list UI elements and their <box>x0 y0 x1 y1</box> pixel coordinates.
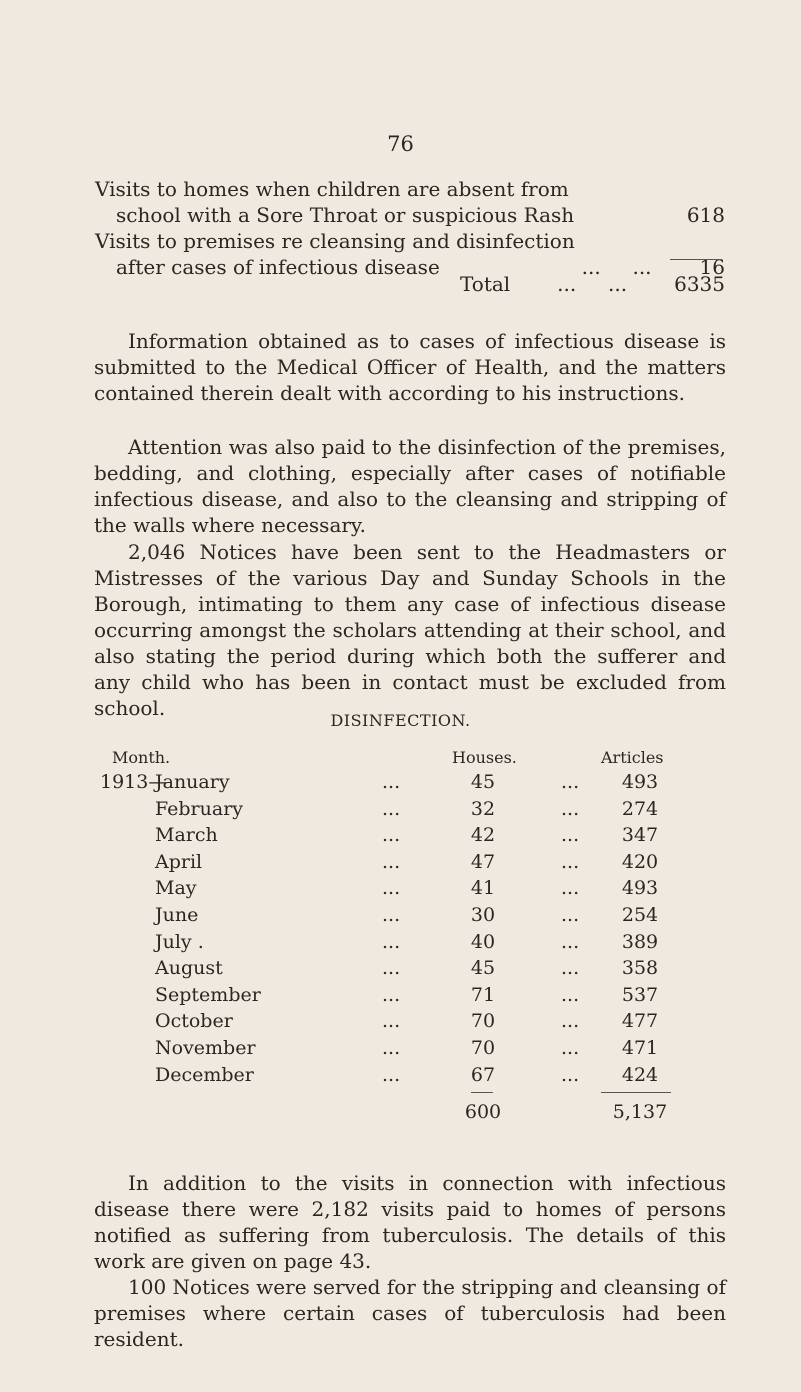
leader-dots: ... <box>382 1010 401 1033</box>
visits-text-3: Visits to premises re cleansing and disinfection <box>95 229 575 253</box>
articles-cell: 389 <box>621 930 659 953</box>
visits-line-3 <box>95 228 725 254</box>
month-cell: March <box>155 824 218 847</box>
visits-line-1 <box>95 176 725 202</box>
houses-cell: 40 <box>470 930 496 953</box>
month-cell: September <box>155 983 261 1006</box>
leader-dots: ... <box>561 771 580 793</box>
leader-dots: ... <box>382 824 401 847</box>
houses-cell: 70 <box>470 1010 496 1033</box>
total-dots: ... ... <box>557 272 628 296</box>
month-cell: July . <box>155 930 204 953</box>
header-month: Month. <box>112 748 171 767</box>
total-label: Total <box>460 272 511 296</box>
table-row <box>0 851 801 877</box>
articles-cell: 493 <box>621 877 659 900</box>
leader-dots: ... <box>382 877 401 900</box>
visits-value-disinfection: 16 <box>699 255 725 279</box>
articles-cell: 493 <box>621 771 659 793</box>
houses-cell: 41 <box>470 877 496 900</box>
header-houses: Houses. <box>452 748 517 767</box>
leader-dots: ... <box>382 797 401 820</box>
visits-value-rash: 618 <box>686 203 725 227</box>
leader-dots: ... <box>561 797 580 820</box>
articles-cell: 477 <box>621 1010 659 1033</box>
visits-block <box>95 176 725 280</box>
articles-cell: 358 <box>621 957 659 980</box>
leader-dots: ... <box>561 824 580 847</box>
visits-text-4: after cases of infectious disease <box>116 255 440 279</box>
articles-cell: 471 <box>621 1037 659 1059</box>
houses-cell: 45 <box>470 957 496 980</box>
leader-dots: ... <box>561 983 580 1006</box>
leader-dots: ... <box>561 1010 580 1033</box>
houses-cell: 42 <box>470 824 496 847</box>
leader-dots: ... <box>382 930 401 953</box>
month-cell: February <box>155 797 244 820</box>
houses-cell: 32 <box>470 797 496 820</box>
table-row <box>0 931 801 957</box>
leader-dots: ... <box>561 957 580 980</box>
leader-dots: ... <box>382 1037 401 1059</box>
table-row <box>0 877 801 903</box>
paragraph-addition: In addition to the visits in connection with infectious disease there were 2,182 visits paid to homes of persons notified as suffering from tuberculosis. The details of this work are given on page 43. <box>94 1171 726 1273</box>
month-cell: November <box>155 1037 256 1059</box>
table-row <box>0 771 801 797</box>
articles-cell: 537 <box>621 983 659 1006</box>
visits-line-2 <box>95 202 725 228</box>
paragraph-stripping: 100 Notices were served for the stripping and cleansing of premises where certain cases of tuberculosis had been resident. <box>94 1275 726 1351</box>
month-cell: August <box>155 957 223 980</box>
articles-cell: 254 <box>621 904 659 926</box>
table-row <box>0 957 801 983</box>
total-rule <box>670 259 722 260</box>
paragraph-information: Information obtained as to cases of infectious disease is submitted to the Medical Officer of Health, and the matters contained therein dealt with according to his instructions. <box>94 329 726 405</box>
table-row <box>0 984 801 1010</box>
articles-cell: 347 <box>621 824 659 847</box>
houses-cell: 30 <box>470 904 496 926</box>
leader-dots: ... <box>382 983 401 1006</box>
month-cell: October <box>155 1010 233 1033</box>
houses-cell: 47 <box>470 850 496 873</box>
leader-dots: ... <box>382 904 401 926</box>
articles-cell: 420 <box>621 850 659 873</box>
leader-dots: ... <box>382 1063 401 1086</box>
table-row <box>0 1064 801 1090</box>
houses-cell: 70 <box>470 1037 496 1059</box>
month-cell: May <box>155 877 197 900</box>
leader-dots: ... <box>382 957 401 980</box>
articles-cell: 274 <box>621 797 659 820</box>
table-row <box>0 1037 801 1063</box>
visits-text-2: school with a Sore Throat or suspicious Rash <box>116 203 575 227</box>
leader-dots: ... <box>561 930 580 953</box>
month-cell: June <box>155 904 199 926</box>
table-row <box>0 798 801 824</box>
total-houses: 600 <box>464 1101 502 1123</box>
leader-dots: ... <box>561 1063 580 1086</box>
houses-cell: 45 <box>470 771 496 793</box>
year-label: 1913— <box>100 771 168 793</box>
table-row <box>0 904 801 930</box>
leader-dots: ... <box>561 904 580 926</box>
table-row <box>0 824 801 850</box>
total-value: 6335 <box>674 272 725 296</box>
table-row <box>0 1010 801 1036</box>
houses-total-rule <box>471 1092 493 1093</box>
visits-text-1: Visits to homes when children are absent from <box>95 177 569 201</box>
articles-cell: 424 <box>621 1063 659 1086</box>
leader-dots: ... <box>382 771 401 793</box>
table-title: DISINFECTION. <box>330 711 471 730</box>
total-articles: 5,137 <box>612 1101 668 1123</box>
page-number: 76 <box>387 132 414 156</box>
leader-dots: ... <box>561 1037 580 1059</box>
visits-dots: ... ... <box>581 255 652 279</box>
month-cell: January <box>155 771 230 793</box>
houses-cell: 67 <box>470 1063 496 1086</box>
houses-cell: 71 <box>470 983 496 1006</box>
leader-dots: ... <box>561 850 580 873</box>
paragraph-attention: Attention was also paid to the disinfection of the premises, bedding, and clothing, especially after cases of notifiable infectious disease, and also to the cleansing and stripping of the walls where necessary. <box>94 435 726 537</box>
month-cell: April <box>155 850 203 873</box>
visits-total-row <box>460 272 725 296</box>
paragraph-notices: 2,046 Notices have been sent to the Headmasters or Mistresses of the various Day and Sunday Schools in the Borough, intimating to them any case of infectious disease occurring amongst the scholars attending at their school, and also stating the period during which both the sufferer and any child who has been in contact must be excluded from school. <box>94 540 726 720</box>
leader-dots: ... <box>561 877 580 900</box>
header-articles: Articles <box>601 748 664 767</box>
leader-dots: ... <box>382 850 401 873</box>
articles-total-rule <box>601 1092 671 1093</box>
month-cell: December <box>155 1063 254 1086</box>
